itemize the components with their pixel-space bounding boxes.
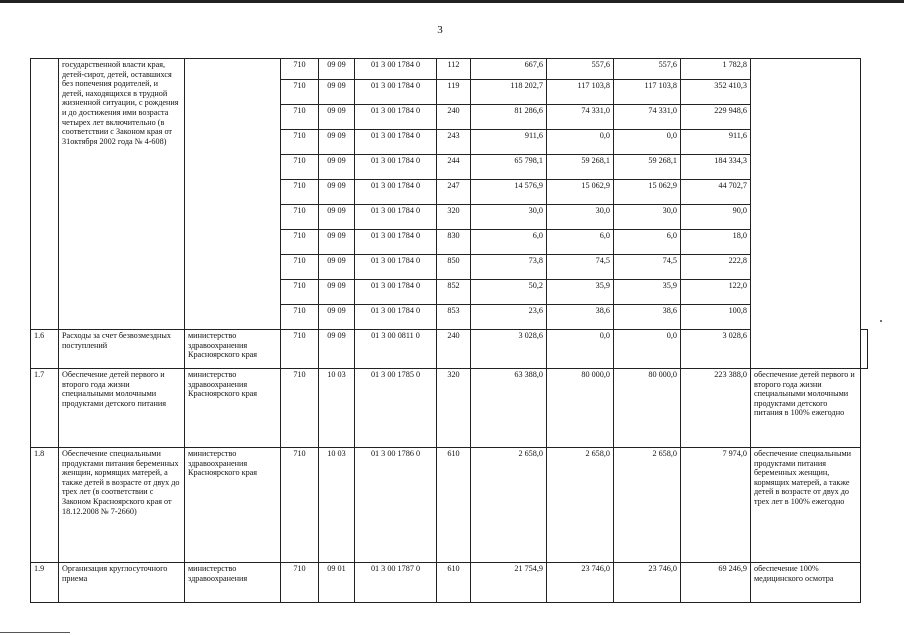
value-year1: 14 576,9 [471, 180, 547, 205]
value-total: 223 388,0 [681, 369, 751, 448]
value-year1: 65 798,1 [471, 155, 547, 180]
grbs-code: 710 [281, 330, 319, 369]
value-year3: 0,0 [614, 130, 681, 155]
value-year2: 2 658,0 [547, 448, 614, 563]
executor: министерство здравоохранения Красноярского края [185, 330, 281, 369]
measure-name: Расходы за счет безвозмездных поступлений [59, 330, 185, 369]
table-row [31, 59, 868, 80]
vr-code: 119 [437, 80, 471, 105]
executor: министерство здравоохранения Красноярского края [185, 448, 281, 563]
csr-code: 01 3 00 1784 0 [355, 255, 437, 280]
value-year1: 30,0 [471, 205, 547, 230]
value-year1: 73,8 [471, 255, 547, 280]
value-year3: 30,0 [614, 205, 681, 230]
rzpr-code: 10 03 [319, 448, 355, 563]
value-year2: 59 268,1 [547, 155, 614, 180]
vr-code: 320 [437, 369, 471, 448]
csr-code: 01 3 00 1784 0 [355, 205, 437, 230]
vr-code: 112 [437, 59, 471, 80]
value-year1: 21 754,9 [471, 563, 547, 603]
value-total: 1 782,8 [681, 59, 751, 80]
table-row [31, 330, 868, 369]
measure-name: государственной власти края, детей-сирот, детей, оставшихся без попечения родителей, и детей, находящихся в трудной жизненной ситуации, с рождения и до достижения ими возраста четырех лет включительно (в соответствии с Законом края от 31октября 2002 года № 4-608) [59, 59, 185, 330]
rzpr-code: 09 09 [319, 80, 355, 105]
value-year1: 50,2 [471, 280, 547, 305]
value-year1: 667,6 [471, 59, 547, 80]
csr-code: 01 3 00 1784 0 [355, 180, 437, 205]
value-year3: 38,6 [614, 305, 681, 330]
value-total: 911,6 [681, 130, 751, 155]
value-year2: 117 103,8 [547, 80, 614, 105]
rzpr-code: 09 09 [319, 255, 355, 280]
rzpr-code: 10 03 [319, 369, 355, 448]
value-year3: 74,5 [614, 255, 681, 280]
budget-table [30, 58, 868, 603]
value-year1: 81 286,6 [471, 105, 547, 130]
value-year3: 6,0 [614, 230, 681, 255]
top-border [0, 0, 904, 3]
value-year3: 15 062,9 [614, 180, 681, 205]
value-year2: 0,0 [547, 330, 614, 369]
value-year1: 118 202,7 [471, 80, 547, 105]
value-total: 352 410,3 [681, 80, 751, 105]
grbs-code: 710 [281, 80, 319, 105]
value-year2: 6,0 [547, 230, 614, 255]
vr-code: 610 [437, 563, 471, 603]
csr-code: 01 3 00 1787 0 [355, 563, 437, 603]
csr-code: 01 3 00 1784 0 [355, 80, 437, 105]
value-year2: 15 062,9 [547, 180, 614, 205]
value-year3: 0,0 [614, 330, 681, 369]
expected-result [861, 330, 868, 369]
value-total: 222,8 [681, 255, 751, 280]
page-number: 3 [437, 24, 443, 36]
vr-code: 240 [437, 330, 471, 369]
expected-result [751, 59, 861, 369]
rzpr-code: 09 01 [319, 563, 355, 603]
value-total: 44 702,7 [681, 180, 751, 205]
vr-code: 610 [437, 448, 471, 563]
value-total: 7 974,0 [681, 448, 751, 563]
expected-result: обеспечение детей первого и второго года жизни специальными молочными продуктами детского питания в 100% ежегодно [751, 369, 861, 448]
value-total: 100,8 [681, 305, 751, 330]
value-year3: 117 103,8 [614, 80, 681, 105]
grbs-code: 710 [281, 563, 319, 603]
value-year2: 35,9 [547, 280, 614, 305]
grbs-code: 710 [281, 305, 319, 330]
rzpr-code: 09 09 [319, 305, 355, 330]
value-year2: 80 000,0 [547, 369, 614, 448]
row-number: 1.7 [31, 369, 59, 448]
rzpr-code: 09 09 [319, 230, 355, 255]
grbs-code: 710 [281, 280, 319, 305]
vr-code: 244 [437, 155, 471, 180]
rzpr-code: 09 09 [319, 59, 355, 80]
row-number [31, 59, 59, 330]
vr-code: 247 [437, 180, 471, 205]
executor: министерство здравоохранения [185, 563, 281, 603]
value-year1: 911,6 [471, 130, 547, 155]
bottom-rule [0, 632, 70, 633]
table-row [31, 448, 868, 563]
value-year1: 63 388,0 [471, 369, 547, 448]
grbs-code: 710 [281, 255, 319, 280]
rzpr-code: 09 09 [319, 130, 355, 155]
grbs-code: 710 [281, 130, 319, 155]
row-number: 1.6 [31, 330, 59, 369]
value-year3: 2 658,0 [614, 448, 681, 563]
vr-code: 852 [437, 280, 471, 305]
vr-code: 853 [437, 305, 471, 330]
value-total: 229 948,6 [681, 105, 751, 130]
value-year3: 80 000,0 [614, 369, 681, 448]
value-year3: 35,9 [614, 280, 681, 305]
csr-code: 01 3 00 1784 0 [355, 130, 437, 155]
value-year1: 23,6 [471, 305, 547, 330]
rzpr-code: 09 09 [319, 155, 355, 180]
csr-code: 01 3 00 1784 0 [355, 155, 437, 180]
value-year2: 0,0 [547, 130, 614, 155]
measure-name: Обеспечение детей первого и второго года жизни специальными молочными продуктами детского питания [59, 369, 185, 448]
value-year2: 74,5 [547, 255, 614, 280]
vr-code: 320 [437, 205, 471, 230]
grbs-code: 710 [281, 369, 319, 448]
rzpr-code: 09 09 [319, 105, 355, 130]
value-year2: 38,6 [547, 305, 614, 330]
value-total: 184 334,3 [681, 155, 751, 180]
value-total: 90,0 [681, 205, 751, 230]
rzpr-code: 09 09 [319, 280, 355, 305]
value-year3: 23 746,0 [614, 563, 681, 603]
csr-code: 01 3 00 1784 0 [355, 105, 437, 130]
table-row [31, 563, 868, 603]
csr-code: 01 3 00 0811 0 [355, 330, 437, 369]
table-row [31, 369, 868, 448]
executor: министерство здравоохранения Красноярского края [185, 369, 281, 448]
value-year3: 59 268,1 [614, 155, 681, 180]
value-total: 69 246,9 [681, 563, 751, 603]
vr-code: 830 [437, 230, 471, 255]
value-total: 18,0 [681, 230, 751, 255]
expected-result: обеспечение 100% медицинского осмотра [751, 563, 861, 603]
grbs-code: 710 [281, 230, 319, 255]
csr-code: 01 3 00 1786 0 [355, 448, 437, 563]
value-year2: 23 746,0 [547, 563, 614, 603]
csr-code: 01 3 00 1785 0 [355, 369, 437, 448]
csr-code: 01 3 00 1784 0 [355, 280, 437, 305]
value-year1: 3 028,6 [471, 330, 547, 369]
expected-result: обеспечение специальными продуктами питания беременных женщин, кормящих матерей, а также детей в возрасте от двух до трех лет в 100% ежегодно [751, 448, 861, 563]
rzpr-code: 09 09 [319, 205, 355, 230]
csr-code: 01 3 00 1784 0 [355, 59, 437, 80]
row-number: 1.8 [31, 448, 59, 563]
csr-code: 01 3 00 1784 0 [355, 305, 437, 330]
value-year2: 74 331,0 [547, 105, 614, 130]
vr-code: 850 [437, 255, 471, 280]
measure-name: Организация круглосуточного приема [59, 563, 185, 603]
value-total: 3 028,6 [681, 330, 751, 369]
measure-name: Обеспечение специальными продуктами питания беременных женщин, кормящих матерей, а также детей в возрасте от двух до трех лет (в соответствии с Законом Красноярского края от 18.12.2008 № 7-2660) [59, 448, 185, 563]
grbs-code: 710 [281, 155, 319, 180]
rzpr-code: 09 09 [319, 330, 355, 369]
vr-code: 240 [437, 105, 471, 130]
value-year1: 6,0 [471, 230, 547, 255]
executor [185, 59, 281, 330]
grbs-code: 710 [281, 205, 319, 230]
value-year2: 30,0 [547, 205, 614, 230]
row-number: 1.9 [31, 563, 59, 603]
value-year3: 74 331,0 [614, 105, 681, 130]
grbs-code: 710 [281, 59, 319, 80]
grbs-code: 710 [281, 105, 319, 130]
grbs-code: 710 [281, 448, 319, 563]
value-year1: 2 658,0 [471, 448, 547, 563]
grbs-code: 710 [281, 180, 319, 205]
value-year2: 557,6 [547, 59, 614, 80]
vr-code: 243 [437, 130, 471, 155]
rzpr-code: 09 09 [319, 180, 355, 205]
value-year3: 557,6 [614, 59, 681, 80]
scan-speck [880, 320, 882, 322]
csr-code: 01 3 00 1784 0 [355, 230, 437, 255]
value-total: 122,0 [681, 280, 751, 305]
